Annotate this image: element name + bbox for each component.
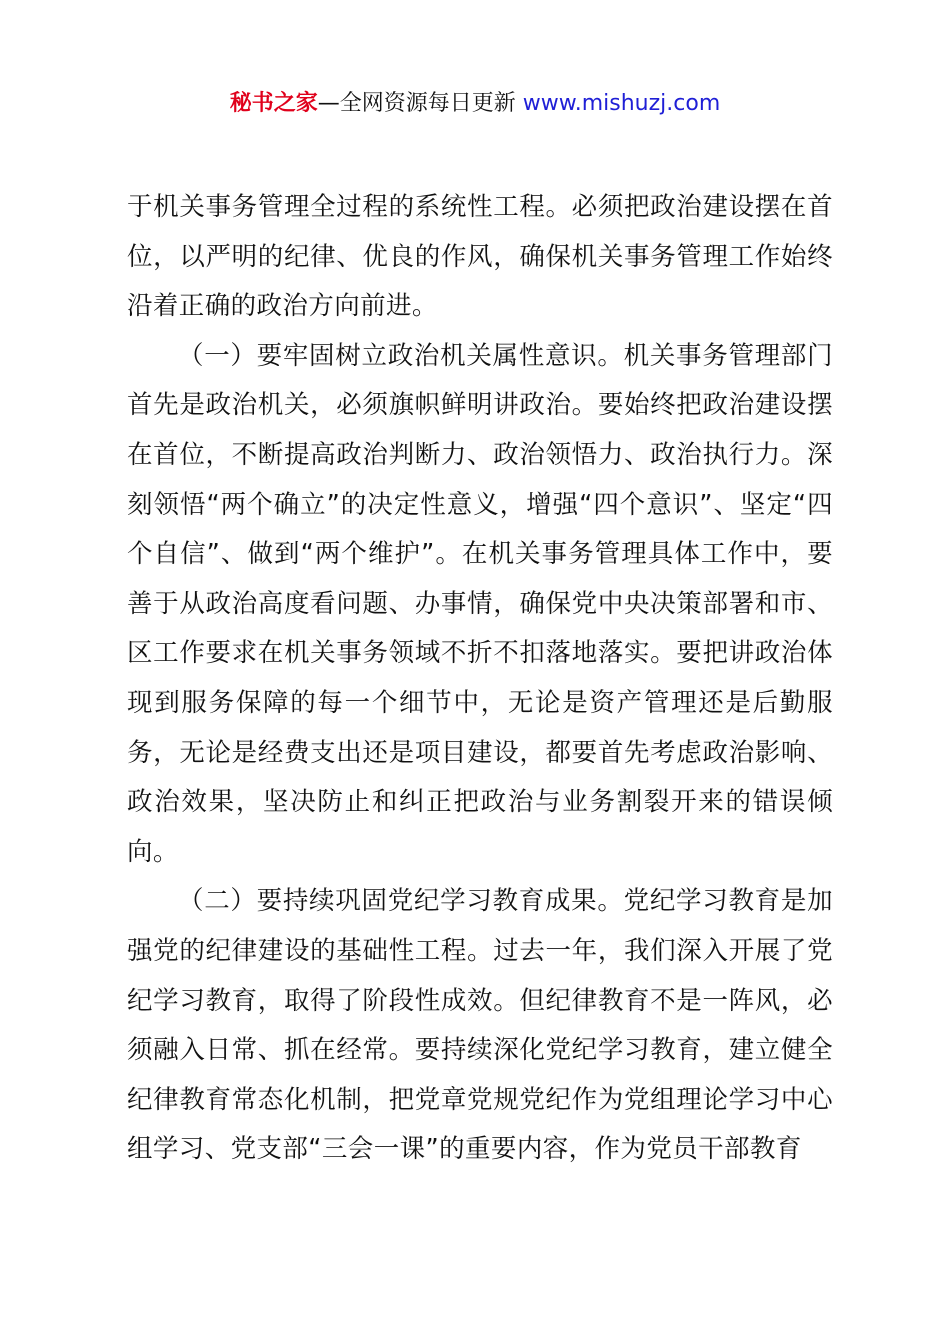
header-site-link[interactable]: www.mishuzj.com [522,91,721,116]
paragraph-continuation: 于机关事务管理全过程的系统性工程。必须把政治建设摆在首位，以严明的纪律、优良的作风，确保机关事务管理工作始终沿着正确的政治方向前进。 [127,192,833,322]
document-body [127,183,833,1175]
header-brand: 秘书之家 [229,91,318,116]
page-header [0,88,950,120]
header-tagline: —全网资源每日更新 [317,91,516,116]
paragraph-section-one: （一）要牢固树立政治机关属性意识。机关事务管理部门首先是政治机关，必须旗帜鲜明讲政治。要始终把政治建设摆在首位，不断提高政治判断力、政治领悟力、政治执行力。深刻领悟“两个确立”的决定性意义，增强“四个意识”、坚定“四个自信”、做到“两个维护”。在机关事务管理具体工作中，要善于从政治高度看问题、办事情，确保党中央决策部署和市、区工作要求在机关事务领域不折不扣落地落实。要把讲政治体现到服务保障的每一个细节中，无论是资产管理还是后勤服务，无论是经费支出还是项目建设，都要首先考虑政治影响、政治效果，坚决防止和纠正把政治与业务割裂开来的错误倾向。 [127,340,833,867]
paragraph-section-two: （二）要持续巩固党纪学习教育成果。党纪学习教育是加强党的纪律建设的基础性工程。过去一年，我们深入开展了党纪学习教育，取得了阶段性成效。但纪律教育不是一阵风，必须融入日常、抓在经常。要持续深化党纪学习教育，建立健全纪律教育常态化机制，把党章党规党纪作为党组理论学习中心组学习、党支部“三会一课”的重要内容，作为党员干部教育 [127,886,833,1165]
